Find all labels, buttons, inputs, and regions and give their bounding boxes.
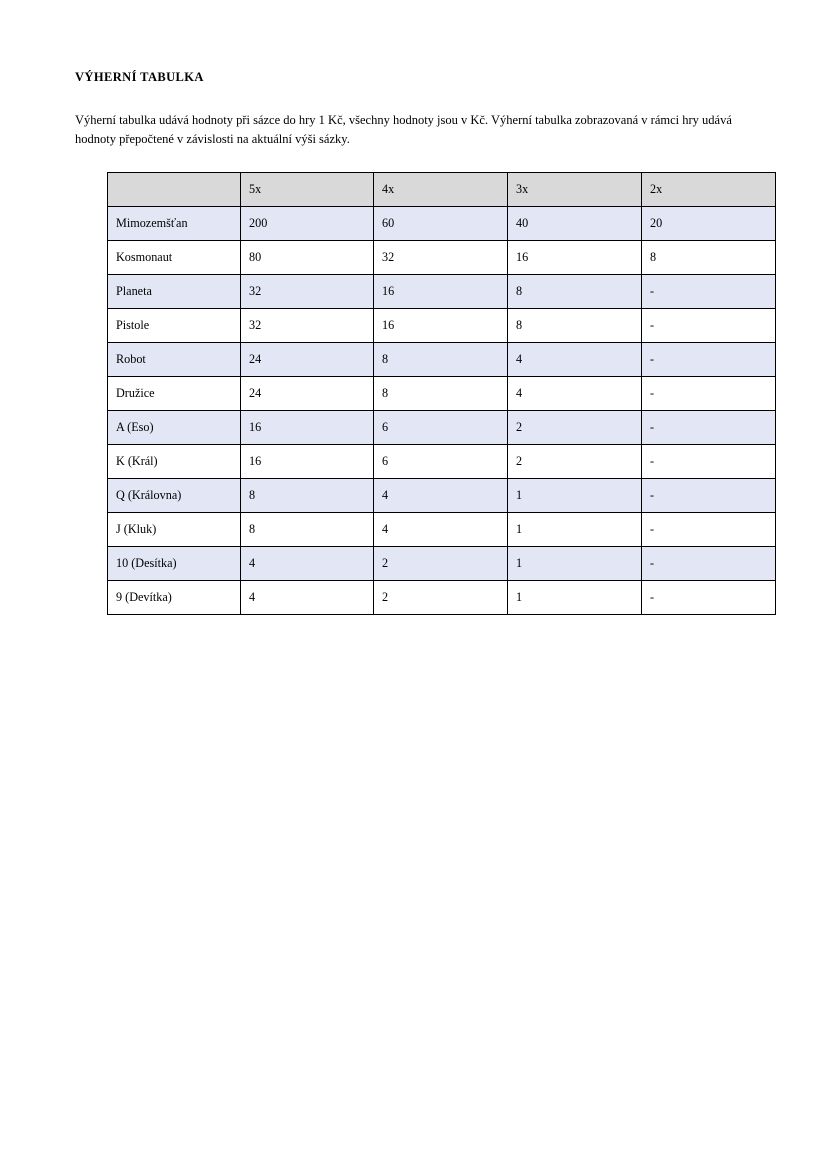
cell-3x: 8 [508,308,642,342]
cell-2x: - [642,410,776,444]
intro-paragraph: Výherní tabulka udává hodnoty při sázce do hry 1 Kč, všechny hodnoty jsou v Kč. Výherní tabulka zobrazovaná v rámci hry udává hodnoty přepočtené v závislosti na aktuální výši sázky. [75,113,732,147]
table-row [108,308,776,342]
cell-4x: 32 [374,240,508,274]
cell-3x: 4 [508,376,642,410]
cell-3x: 1 [508,478,642,512]
column-header-2x: 2x [642,172,776,206]
cell-symbol: 9 (Devítka) [108,580,241,614]
column-header-symbol [108,172,241,206]
cell-4x: 6 [374,410,508,444]
cell-4x: 8 [374,376,508,410]
cell-5x: 200 [241,206,374,240]
cell-2x: - [642,546,776,580]
cell-2x: - [642,580,776,614]
table-row [108,580,776,614]
column-header-5x: 5x [241,172,374,206]
cell-2x: - [642,512,776,546]
cell-2x: - [642,478,776,512]
cell-4x: 4 [374,478,508,512]
cell-5x: 4 [241,580,374,614]
cell-4x: 6 [374,444,508,478]
cell-5x: 8 [241,478,374,512]
cell-2x: - [642,308,776,342]
cell-symbol: Planeta [108,274,241,308]
cell-5x: 4 [241,546,374,580]
cell-2x: 8 [642,240,776,274]
table-row [108,478,776,512]
cell-2x: - [642,444,776,478]
cell-3x: 16 [508,240,642,274]
cell-4x: 16 [374,308,508,342]
cell-5x: 16 [241,444,374,478]
table-row [108,444,776,478]
paytable-body [108,206,776,614]
table-row [108,546,776,580]
paytable [107,172,776,615]
cell-2x: - [642,342,776,376]
column-header-3x: 3x [508,172,642,206]
page-title: VÝHERNÍ TABULKA [75,70,204,84]
cell-4x: 16 [374,274,508,308]
table-row [108,206,776,240]
cell-symbol: Robot [108,342,241,376]
cell-5x: 24 [241,376,374,410]
cell-symbol: Družice [108,376,241,410]
cell-3x: 4 [508,342,642,376]
table-header-row [108,172,776,206]
table-row [108,274,776,308]
cell-4x: 60 [374,206,508,240]
cell-4x: 4 [374,512,508,546]
cell-5x: 24 [241,342,374,376]
cell-symbol: Q (Královna) [108,478,241,512]
cell-3x: 1 [508,512,642,546]
cell-symbol: 10 (Desítka) [108,546,241,580]
cell-3x: 1 [508,580,642,614]
document-body [75,70,775,615]
cell-symbol: Pistole [108,308,241,342]
cell-symbol: A (Eso) [108,410,241,444]
cell-4x: 2 [374,580,508,614]
cell-3x: 2 [508,444,642,478]
cell-5x: 16 [241,410,374,444]
cell-symbol: K (Král) [108,444,241,478]
table-row [108,376,776,410]
paytable-header [108,172,776,206]
cell-symbol: Mimozemšťan [108,206,241,240]
cell-symbol: Kosmonaut [108,240,241,274]
table-row [108,240,776,274]
cell-2x: - [642,274,776,308]
table-row [108,410,776,444]
cell-3x: 2 [508,410,642,444]
cell-2x: 20 [642,206,776,240]
cell-4x: 2 [374,546,508,580]
cell-5x: 32 [241,274,374,308]
cell-5x: 8 [241,512,374,546]
column-header-4x: 4x [374,172,508,206]
cell-4x: 8 [374,342,508,376]
table-row [108,512,776,546]
cell-3x: 1 [508,546,642,580]
cell-symbol: J (Kluk) [108,512,241,546]
cell-5x: 32 [241,308,374,342]
cell-5x: 80 [241,240,374,274]
cell-2x: - [642,376,776,410]
table-row [108,342,776,376]
cell-3x: 8 [508,274,642,308]
cell-3x: 40 [508,206,642,240]
